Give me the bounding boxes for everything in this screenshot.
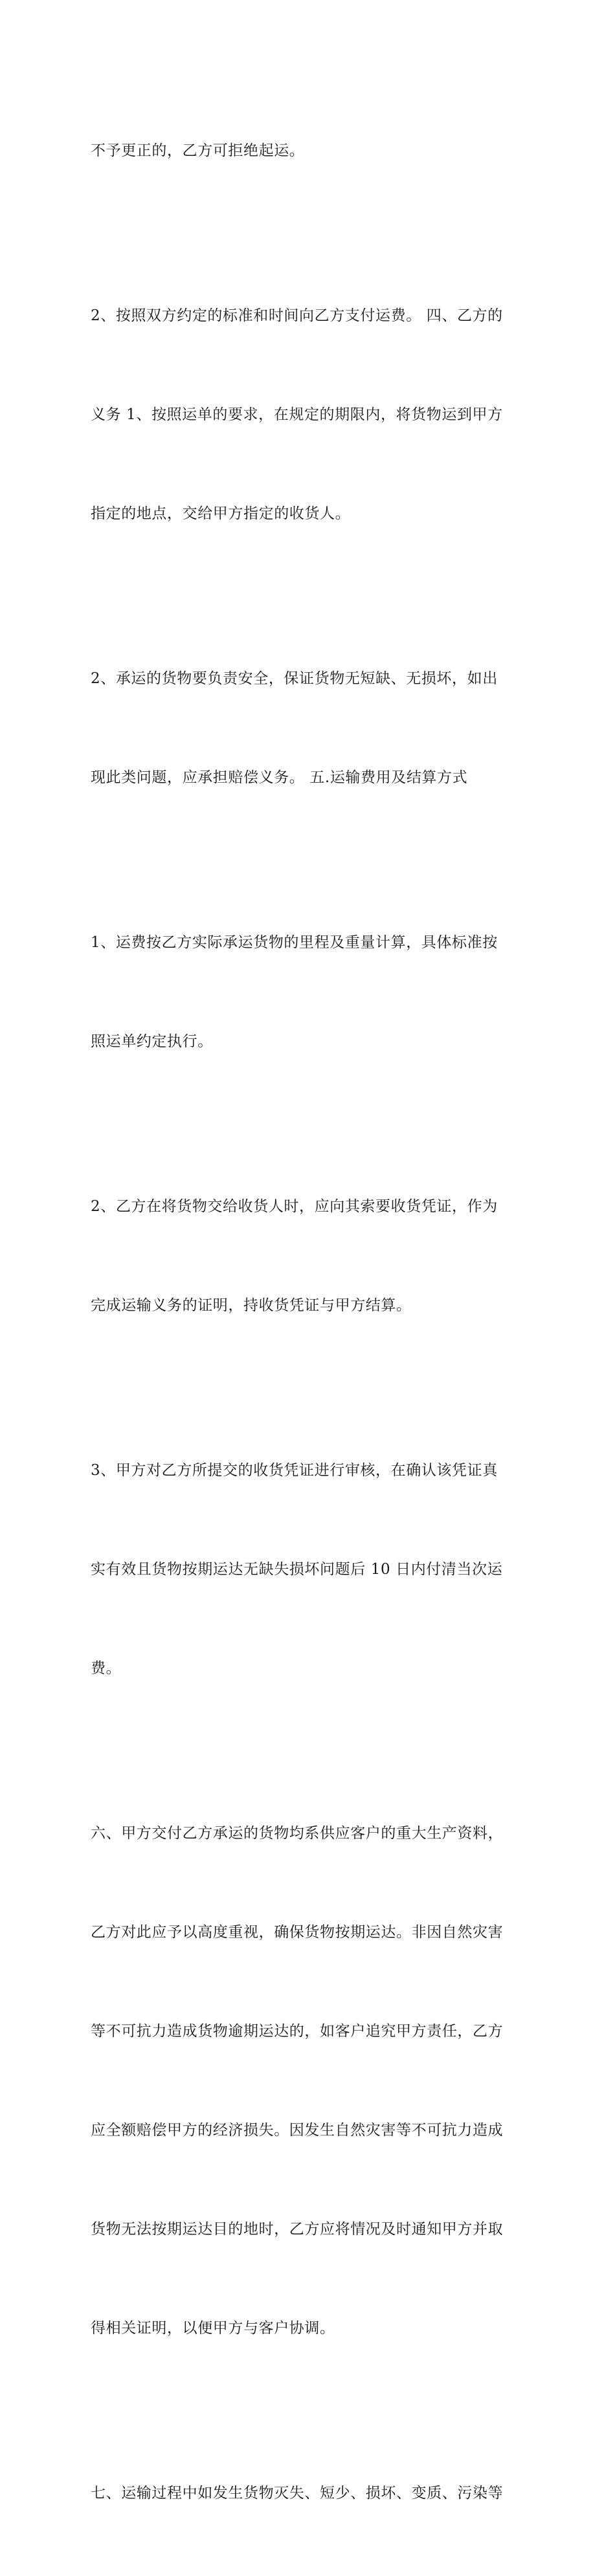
paragraph-section-six: [91, 1751, 531, 2411]
text-line: 乙方对此应予以高度重视，确保货物按期运达。非因自然灾害: [91, 1924, 504, 1941]
text-line: 不予更正的，乙方可拒绝起运。: [91, 142, 305, 159]
paragraph-section-seven: [91, 2411, 531, 2576]
text-line: 得相关证明，以便甲方与客户协调。: [91, 2320, 335, 2337]
paragraph-receipt-voucher: [91, 1124, 531, 1388]
text-line: 3、甲方对乙方所提交的收货凭证进行审核，在确认该凭证真: [91, 1462, 498, 1479]
text-line: 2、按照双方约定的标准和时间向乙方支付运费。 四、乙方的: [91, 307, 503, 324]
text-line: 现此类问题，应承担赔偿义务。 五.运输费用及结算方式: [91, 769, 468, 786]
text-line: 七、运输过程中如发生货物灭失、短少、损坏、变质、污染等: [91, 2485, 504, 2502]
text-line: 应全额赔偿甲方的经济损失。因发生自然灾害等不可抗力造成: [91, 2122, 504, 2139]
paragraph-freight-calculation: [91, 860, 531, 1124]
text-line: 指定的地点，交给甲方指定的收货人。: [91, 505, 351, 522]
text-line: 2、乙方在将货物交给收货人时，应向其索要收货凭证，作为: [91, 1198, 498, 1215]
text-line: 实有效且货物按期运达无缺失损坏问题后 10 日内付清当次运: [91, 1561, 503, 1578]
text-line: 2、承运的货物要负责安全，保证货物无短缺、无损坏，如出: [91, 670, 498, 687]
paragraph-cargo-safety: [91, 596, 531, 860]
text-line: 1、运费按乙方实际承运货物的里程及重量计算，具体标准按: [91, 934, 498, 951]
text-line: 货物无法按期运达目的地时，乙方应将情况及时通知甲方并取: [91, 2221, 504, 2238]
text-line: 等不可抗力造成货物逾期运达的，如客户追究甲方责任，乙方: [91, 2023, 504, 2040]
paragraph-voucher-review: [91, 1388, 531, 1751]
text-line: 六、甲方交付乙方承运的货物均系供应客户的重大生产资料，: [91, 1825, 504, 1842]
paragraph-pay-freight: [91, 234, 531, 596]
text-line: 费。: [91, 1660, 122, 1677]
text-line: 完成运输义务的证明，持收货凭证与甲方结算。: [91, 1297, 412, 1314]
paragraph-refuse-shipment: [91, 69, 531, 234]
text-line: 照运单约定执行。: [91, 1033, 213, 1050]
text-line: 义务 1、按照运单的要求，在规定的期限内，将货物运到甲方: [91, 406, 503, 423]
document-body: [91, 69, 531, 2576]
